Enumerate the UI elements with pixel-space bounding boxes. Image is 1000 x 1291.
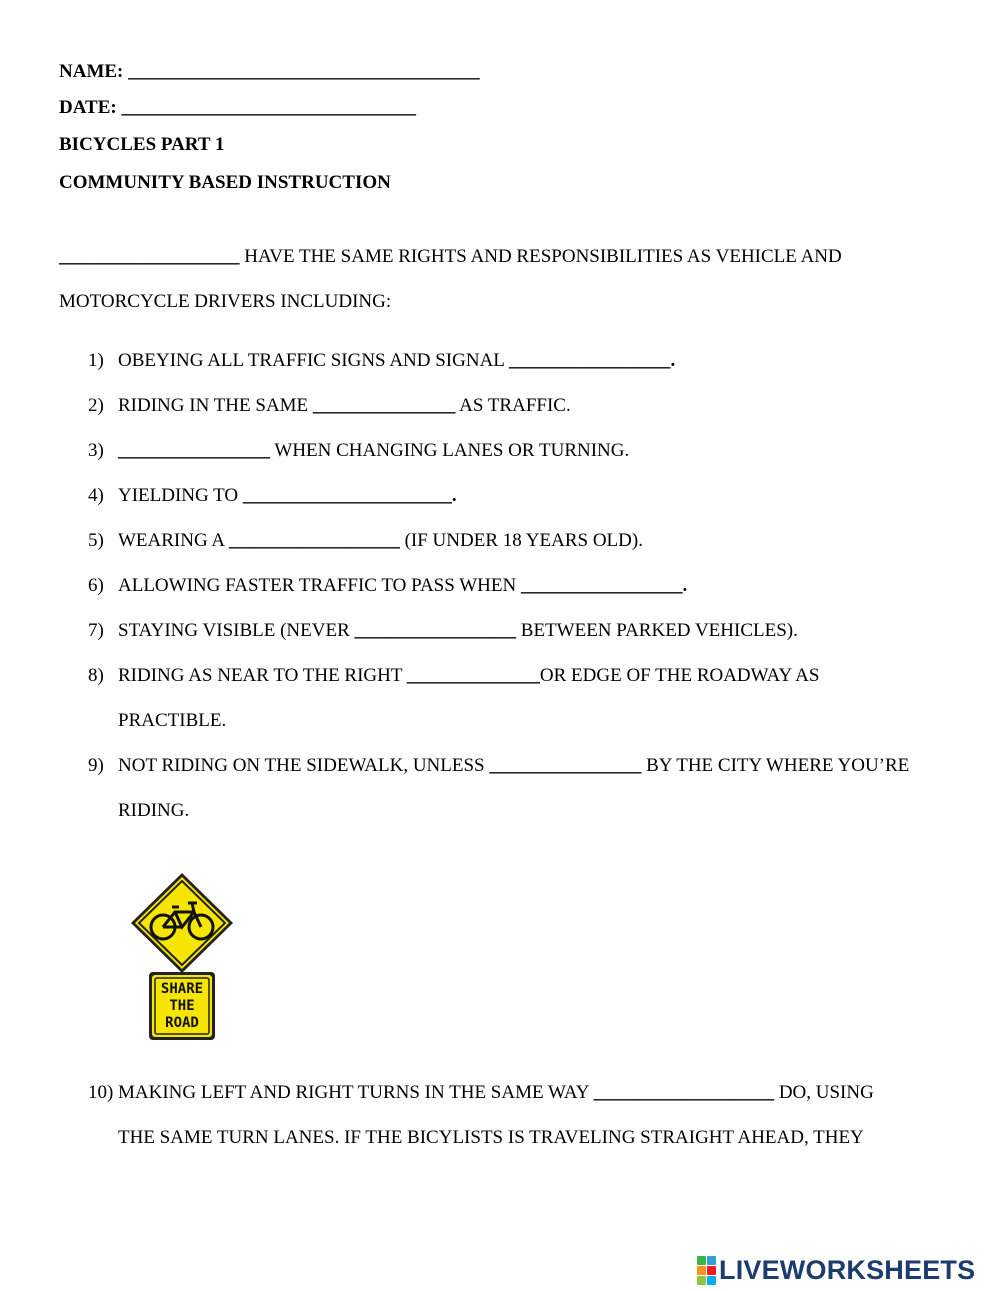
date-label: DATE: (59, 97, 117, 118)
sign-text-line: THE (169, 998, 195, 1014)
item-text: OR EDGE OF THE ROADWAY AS (539, 665, 820, 686)
list-item (118, 394, 571, 418)
answer-blank[interactable]: _________________. (508, 350, 676, 371)
worksheet-subtitle: COMMUNITY BASED INSTRUCTION (59, 172, 391, 193)
list-item (118, 439, 629, 463)
item-number: 9) (88, 755, 104, 776)
intro-text-1: HAVE THE SAME RIGHTS AND RESPONSIBILITIES AS VEHICLE AND (239, 246, 842, 267)
item-text: RIDING AS NEAR TO THE RIGHT (118, 665, 407, 686)
share-the-road-sign (130, 872, 234, 1042)
intro-blank[interactable]: ___________________ (59, 246, 240, 267)
name-line (59, 60, 480, 84)
worksheet-title: BICYCLES PART 1 (59, 134, 225, 155)
item-number: 8) (88, 665, 104, 686)
list-item (118, 529, 643, 553)
name-blank[interactable]: _____________________________________ (128, 61, 480, 82)
answer-blank[interactable]: _______________ (312, 395, 456, 416)
item-text: YIELDING TO (118, 485, 243, 506)
date-line (59, 96, 416, 120)
item-text: MAKING LEFT AND RIGHT TURNS IN THE SAME WAY (118, 1082, 594, 1103)
item-text: DO, USING (774, 1082, 874, 1103)
item-text: BY THE CITY WHERE YOU’RE (641, 755, 910, 776)
item-text: BETWEEN PARKED VEHICLES). (516, 620, 798, 641)
item-text: AS TRAFFIC. (455, 395, 571, 416)
item-number: 10) (88, 1082, 114, 1103)
list-item (118, 619, 798, 643)
item-continuation: RIDING. (118, 800, 190, 821)
item-number: 3) (88, 440, 104, 461)
item-number: 2) (88, 395, 104, 416)
list-item (118, 349, 675, 373)
sign-text-line: ROAD (165, 1015, 199, 1031)
name-label: NAME: (59, 61, 124, 82)
logo-text: LIVEWORKSHEETS (719, 1255, 976, 1285)
list-item (118, 664, 819, 688)
item-continuation: PRACTIBLE. (118, 710, 227, 731)
item-number: 1) (88, 350, 104, 371)
sign-text-line: SHARE (160, 981, 204, 997)
share-the-road-plaque (149, 972, 215, 1040)
item-number: 5) (88, 530, 104, 551)
bicycle-warning-sign (131, 873, 233, 973)
item-continuation: THE SAME TURN LANES. IF THE BICYLISTS IS TRAVELING STRAIGHT AHEAD, THEY (118, 1127, 864, 1148)
item-text: OBEYING ALL TRAFFIC SIGNS AND SIGNAL (118, 350, 509, 371)
item-text: STAYING VISIBLE (NEVER (118, 620, 355, 641)
date-blank[interactable]: _______________________________ (121, 97, 416, 118)
answer-blank[interactable]: __________________ (228, 530, 400, 551)
list-item (118, 1081, 874, 1105)
item-text: NOT RIDING ON THE SIDEWALK, UNLESS (118, 755, 490, 776)
list-item (118, 484, 457, 508)
item-text: RIDING IN THE SAME (118, 395, 313, 416)
item-number: 7) (88, 620, 104, 641)
intro-line-2: MOTORCYCLE DRIVERS INCLUDING: (59, 291, 392, 312)
item-text: (IF UNDER 18 YEARS OLD). (399, 530, 643, 551)
item-number: 6) (88, 575, 104, 596)
intro-line-1 (59, 245, 842, 269)
list-item (118, 574, 687, 598)
item-text: WHEN CHANGING LANES OR TURNING. (270, 440, 630, 461)
list-item (118, 754, 909, 778)
answer-blank[interactable]: ______________________. (242, 485, 457, 506)
answer-blank[interactable]: ___________________ (593, 1082, 775, 1103)
answer-blank[interactable]: _________________ (354, 620, 517, 641)
answer-blank[interactable]: ________________ (489, 755, 642, 776)
logo-cubes-icon (697, 1256, 716, 1285)
liveworksheets-logo (697, 1256, 975, 1284)
item-text: WEARING A (118, 530, 229, 551)
answer-blank[interactable]: ______________ (406, 665, 540, 686)
item-number: 4) (88, 485, 104, 506)
answer-blank[interactable]: _________________. (520, 575, 688, 596)
item-text: ALLOWING FASTER TRAFFIC TO PASS WHEN (118, 575, 521, 596)
answer-blank[interactable]: ________________ (118, 440, 270, 461)
